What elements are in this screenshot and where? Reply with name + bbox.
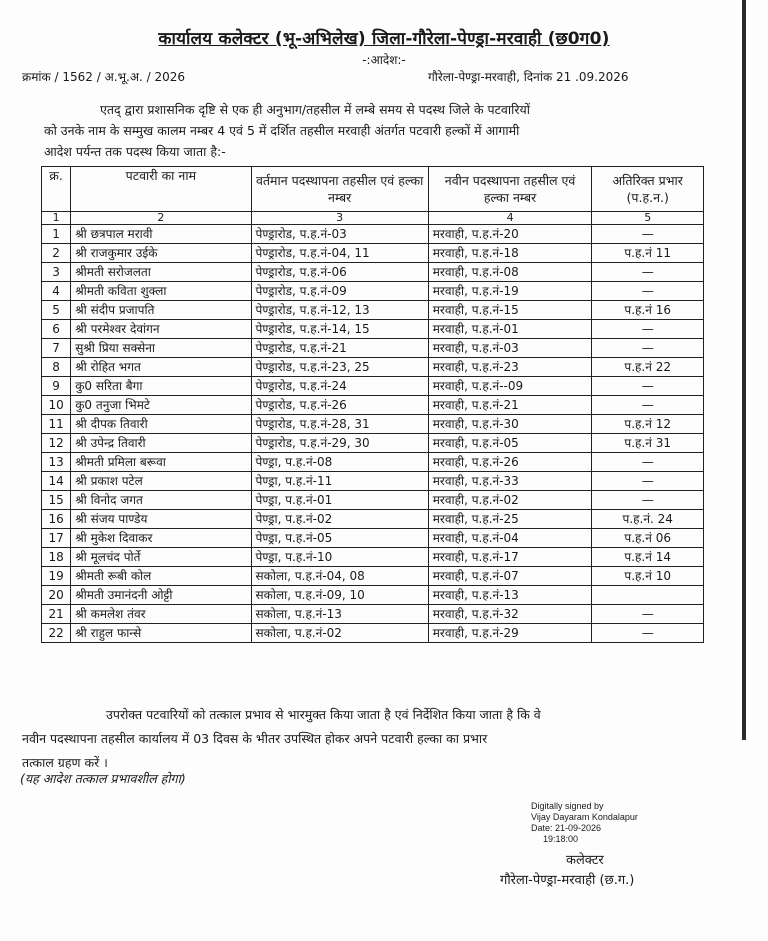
row-serial: 5 (42, 301, 71, 320)
row-current-posting: पेण्ड्रा, प.ह.नं-08 (251, 453, 428, 472)
footer-line-1: उपरोक्त पटवारियों को तत्काल प्रभाव से भारमुक्त किया जाता है एवं निर्देशित किया जाता है कि वे (106, 707, 541, 722)
table-row (42, 605, 704, 624)
table-row (42, 491, 704, 510)
row-serial: 9 (42, 377, 71, 396)
row-new-posting: मरवाही, प.ह.नं-05 (428, 434, 592, 453)
row-current-posting: पेण्ड्रा, प.ह.नं-11 (251, 472, 428, 491)
row-new-posting: मरवाही, प.ह.नं-03 (428, 339, 592, 358)
row-new-posting: मरवाही, प.ह.नं-29 (428, 624, 592, 643)
effect-note: (यह आदेश तत्काल प्रभावशील होगा) (20, 771, 186, 786)
row-current-posting: पेण्ड्रारोड, प.ह.नं-21 (251, 339, 428, 358)
row-additional-charge: प.ह.नं. 24 (592, 510, 704, 529)
row-serial: 16 (42, 510, 71, 529)
col-number: 1 (42, 212, 71, 225)
table-row (42, 624, 704, 643)
intro-paragraph (44, 99, 704, 162)
row-new-posting: मरवाही, प.ह.नं-21 (428, 396, 592, 415)
row-current-posting: सकोला, प.ह.नं-09, 10 (251, 586, 428, 605)
row-serial: 1 (42, 225, 71, 244)
table-row (42, 548, 704, 567)
row-new-posting: मरवाही, प.ह.नं-23 (428, 358, 592, 377)
intro-line-3: आदेश पर्यन्त तक पदस्थ किया जाता है:- (44, 144, 226, 159)
digital-signature-line: Vijay Dayaram Kondalapur (531, 812, 638, 822)
row-name: सुश्री प्रिया सक्सेना (71, 339, 251, 358)
row-additional-charge: — (592, 624, 704, 643)
table-row (42, 263, 704, 282)
row-name: श्री विनोद जगत (71, 491, 251, 510)
row-name: कु0 सरिता बैगा (71, 377, 251, 396)
row-current-posting: सकोला, प.ह.नं-02 (251, 624, 428, 643)
row-name: कु0 तनुजा भिमटे (71, 396, 251, 415)
intro-line-2: को उनके नाम के सम्मुख कालम नम्बर 4 एवं 5 में दर्शित तहसील मरवाही अंतर्गत पटवारी हल्कों में आगामी (44, 123, 520, 138)
row-new-posting: मरवाही, प.ह.नं-33 (428, 472, 592, 491)
footer-paragraph (22, 703, 722, 775)
row-name: श्री मूलचंद पोर्ते (71, 548, 251, 567)
row-serial: 6 (42, 320, 71, 339)
header-new-posting: नवीन पदस्थापना तहसील एवं हल्का नम्बर (428, 167, 592, 212)
column-number-row (42, 212, 704, 225)
row-serial: 20 (42, 586, 71, 605)
posting-table (41, 166, 704, 643)
table-row (42, 396, 704, 415)
row-current-posting: सकोला, प.ह.नं-13 (251, 605, 428, 624)
row-additional-charge: — (592, 263, 704, 282)
row-serial: 17 (42, 529, 71, 548)
table-row (42, 567, 704, 586)
row-serial: 12 (42, 434, 71, 453)
footer-line-3: तत्काल ग्रहण करें । (22, 755, 108, 770)
row-current-posting: पेण्ड्रारोड, प.ह.नं-12, 13 (251, 301, 428, 320)
row-name: श्री संदीप प्रजापति (71, 301, 251, 320)
header-additional-charge: अतिरिक्त प्रभार (प.ह.न.) (592, 167, 704, 212)
row-additional-charge: — (592, 472, 704, 491)
row-serial: 13 (42, 453, 71, 472)
digital-signature-line: Digitally signed by (531, 801, 604, 811)
row-serial: 14 (42, 472, 71, 491)
row-new-posting: मरवाही, प.ह.नं-07 (428, 567, 592, 586)
row-name: श्रीमती सरोजलता (71, 263, 251, 282)
row-additional-charge: प.ह.नं 12 (592, 415, 704, 434)
row-name: श्री छत्रपाल मरावी (71, 225, 251, 244)
row-name: श्रीमती रूबी कोल (71, 567, 251, 586)
row-serial: 22 (42, 624, 71, 643)
row-serial: 19 (42, 567, 71, 586)
row-additional-charge (592, 586, 704, 605)
row-name: श्री राजकुमार उईके (71, 244, 251, 263)
row-name: श्री संजय पाण्डेय (71, 510, 251, 529)
col-number: 2 (71, 212, 251, 225)
digital-signature (531, 801, 638, 845)
row-serial: 18 (42, 548, 71, 567)
row-new-posting: मरवाही, प.ह.नं--09 (428, 377, 592, 396)
row-additional-charge: प.ह.नं 16 (592, 301, 704, 320)
row-current-posting: पेण्ड्रारोड, प.ह.नं-03 (251, 225, 428, 244)
header-current-posting: वर्तमान पदस्थापना तहसील एवं हल्का नम्बर (251, 167, 428, 212)
table-row (42, 301, 704, 320)
row-name: श्रीमती प्रमिला बरूवा (71, 453, 251, 472)
row-new-posting: मरवाही, प.ह.नं-08 (428, 263, 592, 282)
signatory-designation: कलेक्टर (566, 853, 604, 868)
row-new-posting: मरवाही, प.ह.नं-01 (428, 320, 592, 339)
row-new-posting: मरवाही, प.ह.नं-17 (428, 548, 592, 567)
signatory-district: गौरेला-पेण्ड्रा-मरवाही (छ.ग.) (500, 873, 635, 888)
row-serial: 8 (42, 358, 71, 377)
row-current-posting: पेण्ड्रारोड, प.ह.नं-24 (251, 377, 428, 396)
row-additional-charge: — (592, 339, 704, 358)
row-current-posting: पेण्ड्रा, प.ह.नं-01 (251, 491, 428, 510)
row-new-posting: मरवाही, प.ह.नं-04 (428, 529, 592, 548)
row-additional-charge: प.ह.नं 31 (592, 434, 704, 453)
row-additional-charge: — (592, 491, 704, 510)
order-label: -:आदेश:- (362, 53, 406, 67)
row-name: श्री मुकेश दिवाकर (71, 529, 251, 548)
row-serial: 21 (42, 605, 71, 624)
office-title: कार्यालय कलेक्टर (भू-अभिलेख) जिला-गौरेला-पेण्ड्रा-मरवाही (छ0ग0) (158, 29, 610, 49)
table-row (42, 282, 704, 301)
intro-line-1: एतद् द्वारा प्रशासनिक दृष्टि से एक ही अनुभाग/तहसील में लम्बे समय से पदस्थ जिले के पटवारियों (100, 102, 530, 117)
row-additional-charge: प.ह.नं 11 (592, 244, 704, 263)
row-new-posting: मरवाही, प.ह.नं-32 (428, 605, 592, 624)
place-date: गौरेला-पेण्ड्रा-मरवाही, दिनांक 21 .09.2026 (428, 70, 629, 84)
row-serial: 2 (42, 244, 71, 263)
row-new-posting: मरवाही, प.ह.नं-15 (428, 301, 592, 320)
table-header-row (42, 167, 704, 212)
row-new-posting: मरवाही, प.ह.नं-19 (428, 282, 592, 301)
row-name: श्री रोहित भगत (71, 358, 251, 377)
row-current-posting: पेण्ड्रारोड, प.ह.नं-28, 31 (251, 415, 428, 434)
row-current-posting: सकोला, प.ह.नं-04, 08 (251, 567, 428, 586)
col-number: 4 (428, 212, 592, 225)
row-current-posting: पेण्ड्रारोड, प.ह.नं-23, 25 (251, 358, 428, 377)
reference-number: क्रमांक / 1562 / अ.भू.अ. / 2026 (22, 70, 186, 84)
row-current-posting: पेण्ड्रारोड, प.ह.नं-14, 15 (251, 320, 428, 339)
page-edge-shadow (742, 0, 746, 740)
row-name: श्री कमलेश तंवर (71, 605, 251, 624)
row-current-posting: पेण्ड्रा, प.ह.नं-10 (251, 548, 428, 567)
row-additional-charge: प.ह.नं 14 (592, 548, 704, 567)
table-row (42, 244, 704, 263)
table-row (42, 586, 704, 605)
table-row (42, 472, 704, 491)
row-serial: 4 (42, 282, 71, 301)
row-additional-charge: — (592, 396, 704, 415)
row-additional-charge: — (592, 320, 704, 339)
table-row (42, 415, 704, 434)
header-name: पटवारी का नाम (71, 167, 251, 212)
row-name: श्री उपेन्द्र तिवारी (71, 434, 251, 453)
row-additional-charge: प.ह.नं 06 (592, 529, 704, 548)
row-name: श्री राहुल फान्से (71, 624, 251, 643)
table-row (42, 453, 704, 472)
header-serial: क्र. (42, 167, 71, 212)
table-row (42, 339, 704, 358)
row-name: श्रीमती कविता शुक्ला (71, 282, 251, 301)
footer-line-2: नवीन पदस्थापना तहसील कार्यालय में 03 दिवस के भीतर उपस्थित होकर अपने पटवारी हल्का का प्रभार (22, 731, 488, 746)
table-row (42, 529, 704, 548)
row-new-posting: मरवाही, प.ह.नं-26 (428, 453, 592, 472)
col-number: 3 (251, 212, 428, 225)
row-additional-charge: प.ह.नं 10 (592, 567, 704, 586)
row-serial: 7 (42, 339, 71, 358)
row-new-posting: मरवाही, प.ह.नं-18 (428, 244, 592, 263)
row-serial: 11 (42, 415, 71, 434)
row-name: श्री परमेश्वर देवांगन (71, 320, 251, 339)
row-current-posting: पेण्ड्रारोड, प.ह.नं-06 (251, 263, 428, 282)
table-row (42, 377, 704, 396)
row-serial: 10 (42, 396, 71, 415)
row-current-posting: पेण्ड्रारोड, प.ह.नं-29, 30 (251, 434, 428, 453)
row-additional-charge: — (592, 282, 704, 301)
digital-signature-line: 19:18:00 (543, 834, 579, 844)
row-current-posting: पेण्ड्रारोड, प.ह.नं-09 (251, 282, 428, 301)
row-name: श्री दीपक तिवारी (71, 415, 251, 434)
row-additional-charge: — (592, 453, 704, 472)
row-new-posting: मरवाही, प.ह.नं-13 (428, 586, 592, 605)
row-additional-charge: — (592, 605, 704, 624)
row-additional-charge: — (592, 225, 704, 244)
row-name: श्री प्रकाश पटेल (71, 472, 251, 491)
digital-signature-line: Date: 21-09-2026 (531, 823, 602, 833)
row-additional-charge: प.ह.नं 22 (592, 358, 704, 377)
col-number: 5 (592, 212, 704, 225)
table-row (42, 320, 704, 339)
row-new-posting: मरवाही, प.ह.नं-30 (428, 415, 592, 434)
row-additional-charge: — (592, 377, 704, 396)
table-row (42, 225, 704, 244)
row-name: श्रीमती उमानंदनी ओट्टी (71, 586, 251, 605)
row-serial: 3 (42, 263, 71, 282)
row-current-posting: पेण्ड्रारोड, प.ह.नं-26 (251, 396, 428, 415)
table-row (42, 434, 704, 453)
row-new-posting: मरवाही, प.ह.नं-25 (428, 510, 592, 529)
row-serial: 15 (42, 491, 71, 510)
row-current-posting: पेण्ड्रारोड, प.ह.नं-04, 11 (251, 244, 428, 263)
row-new-posting: मरवाही, प.ह.नं-20 (428, 225, 592, 244)
table-row (42, 358, 704, 377)
table-row (42, 510, 704, 529)
row-new-posting: मरवाही, प.ह.नं-02 (428, 491, 592, 510)
row-current-posting: पेण्ड्रा, प.ह.नं-02 (251, 510, 428, 529)
row-current-posting: पेण्ड्रा, प.ह.नं-05 (251, 529, 428, 548)
